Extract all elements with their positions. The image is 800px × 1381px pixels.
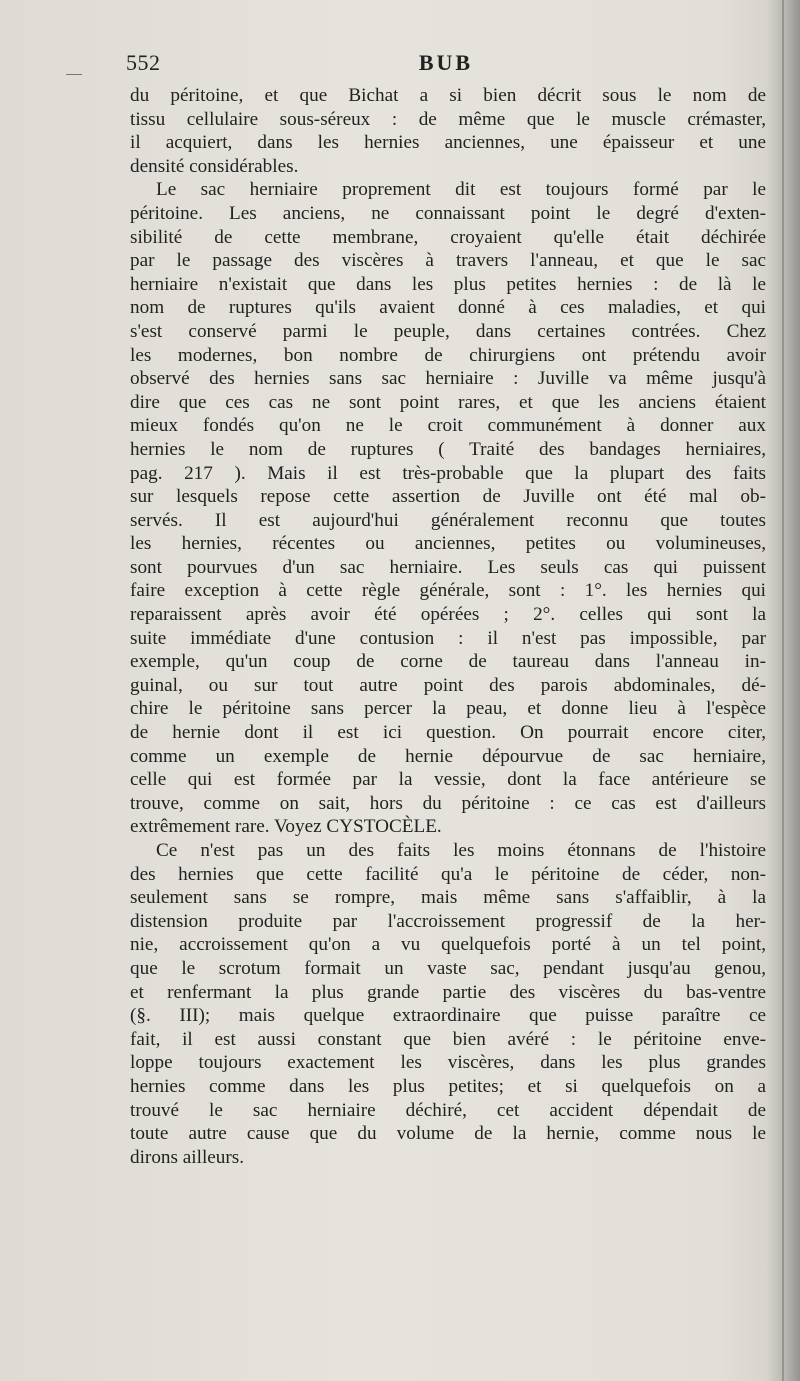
text-line: suite immédiate d'une contusion : il n'est pas impossible, par xyxy=(130,627,766,649)
text-line: trouvé le sac herniaire déchiré, cet accident dépendait de xyxy=(130,1099,766,1121)
text-line: tissu cellulaire sous-séreux : de même que le muscle crémaster, xyxy=(130,108,766,130)
text-line: loppe toujours exactement les viscères, dans les plus grandes xyxy=(130,1052,766,1074)
text-line: reparaissent après avoir été opérées ; 2°. celles qui sont la xyxy=(130,604,766,626)
page-header xyxy=(126,50,766,82)
text-line: fait, il est aussi constant que bien avéré : le péritoine enve- xyxy=(130,1028,766,1050)
text-line: nie, accroissement qu'on a vu quelquefois porté à un tel point, xyxy=(130,934,766,956)
page-edge-line xyxy=(782,0,784,1381)
text-line: il acquiert, dans les hernies anciennes, une épaisseur et une xyxy=(130,132,766,154)
text-line: et renfermant la plus grande partie des viscères du bas-ventre xyxy=(130,981,766,1003)
text-line: du péritoine, et que Bichat a si bien décrit sous le nom de xyxy=(130,85,766,106)
text-line: de hernie dont il est ici question. On pourrait encore citer, xyxy=(130,722,766,744)
text-line: observé des hernies sans sac herniaire : Juville va même jusqu'à xyxy=(130,368,766,390)
text-line: que le scrotum formait un vaste sac, pendant jusqu'au genou, xyxy=(130,957,766,979)
text-line: guinal, ou sur tout autre point des parois abdominales, dé- xyxy=(130,674,766,696)
text-line: distension produite par l'accroissement progressif de la her- xyxy=(130,910,766,932)
paragraph-start-line: Ce n'est pas un des faits les moins étonnans de l'histoire xyxy=(156,840,766,861)
text-line: herniaire n'existait que dans les plus petites hernies : de là le xyxy=(130,273,766,295)
text-line: dirons ailleurs. xyxy=(130,1146,245,1168)
text-line: par le passage des viscères à travers l'anneau, et que le sac xyxy=(130,250,766,272)
text-line: trouve, comme on sait, hors du péritoine : ce cas est d'ailleurs xyxy=(130,792,766,814)
text-line: sur lesquels repose cette assertion de Juville ont été mal ob- xyxy=(130,486,766,508)
text-line: (§. III); mais quelque extraordinaire que puisse paraître ce xyxy=(130,1005,766,1027)
text-line: hernies le nom de ruptures ( Traité des bandages herniaires, xyxy=(130,438,766,460)
text-line: servés. Il est aujourd'hui généralement reconnu que toutes xyxy=(130,509,766,531)
text-line: densité considérables. xyxy=(130,155,299,177)
text-line: comme un exemple de hernie dépourvue de sac herniaire, xyxy=(130,745,766,767)
paragraph-start-line: Le sac herniaire proprement dit est toujours formé par le xyxy=(156,179,766,201)
running-head: BUB xyxy=(418,50,474,75)
text-line: chire le péritoine sans percer la peau, et donne lieu à l'espèce xyxy=(130,698,766,720)
text-line: les hernies, récentes ou anciennes, petites ou volumineuses, xyxy=(130,533,766,555)
text-line: celle qui est formée par la vessie, dont la face antérieure se xyxy=(130,769,766,791)
text-line: exemple, qu'un coup de corne de taureau dans l'anneau in- xyxy=(130,651,766,673)
text-line: pag. 217 ). Mais il est très-probable que la plupart des faits xyxy=(130,462,766,484)
margin-mark xyxy=(66,74,82,75)
text-line: hernies comme dans les plus petites; et si quelquefois on a xyxy=(130,1075,766,1097)
text-line: sont pourvues d'un sac herniaire. Les seuls cas qui puissent xyxy=(130,556,766,578)
text-line: extrêmement rare. Voyez CYSTOCÈLE. xyxy=(130,816,442,838)
text-line: des hernies que cette facilité qu'a le péritoine de céder, non- xyxy=(130,863,766,885)
text-line: faire exception à cette règle générale, sont : 1°. les hernies qui xyxy=(130,580,766,602)
page-number: 552 xyxy=(126,50,161,75)
text-line: s'est conservé parmi le peuple, dans certaines contrées. Chez xyxy=(130,320,766,342)
text-line: dire que ces cas ne sont point rares, et que les anciens étaient xyxy=(130,391,766,413)
text-line: péritoine. Les anciens, ne connaissant point le degré d'exten- xyxy=(130,202,766,224)
text-line: nom de ruptures qu'ils avaient donné à ces maladies, et qui xyxy=(130,297,766,319)
text-line: les modernes, bon nombre de chirurgiens ont prétendu avoir xyxy=(130,344,766,366)
body-text xyxy=(130,84,766,1169)
text-line: sibilité de cette membrane, croyaient qu'elle était déchirée xyxy=(130,226,766,248)
text-line: mieux fondés qu'on ne le croit communément à donner aux xyxy=(130,415,766,437)
text-line: seulement sans se rompre, mais même sans s'affaiblir, à la xyxy=(130,887,766,909)
text-line: toute autre cause que du volume de la hernie, comme nous le xyxy=(130,1123,766,1145)
